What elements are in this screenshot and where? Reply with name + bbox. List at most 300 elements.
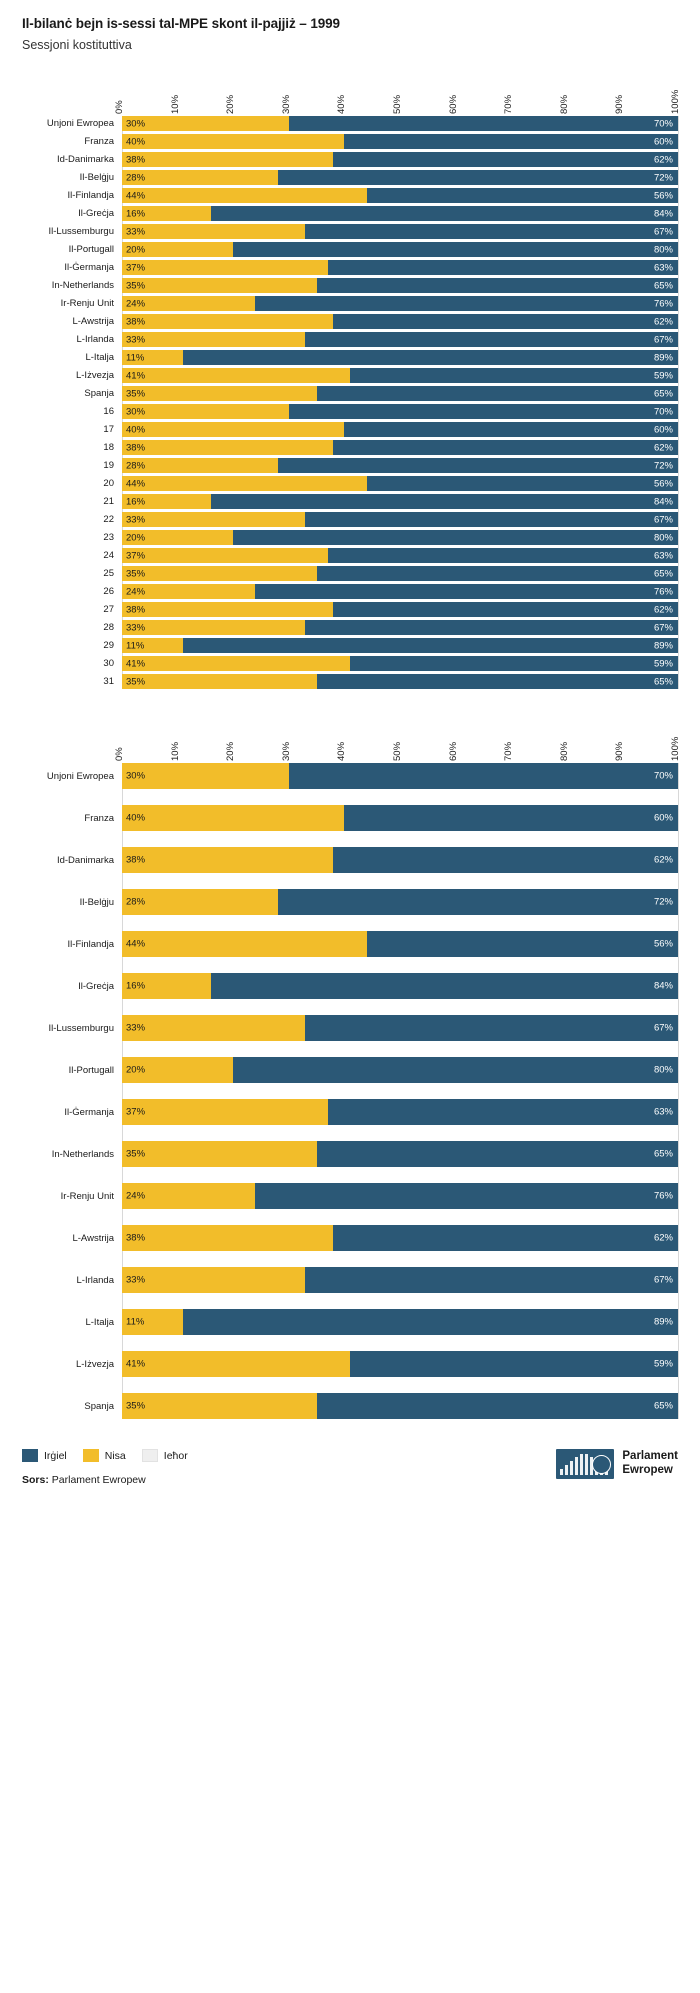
axis-bottom-tick-3: 30% bbox=[280, 741, 292, 761]
bar-value-men: 80% bbox=[653, 244, 673, 255]
chart-row bbox=[22, 134, 678, 149]
row-category-label: L-Awstrija bbox=[72, 1232, 114, 1244]
chart-row bbox=[22, 548, 678, 563]
bar-value-men: 89% bbox=[653, 640, 673, 651]
bar-segment-women bbox=[122, 805, 344, 831]
bar-value-men: 67% bbox=[653, 1274, 673, 1286]
bar-value-men: 70% bbox=[653, 770, 673, 782]
bar-value-men: 72% bbox=[653, 460, 673, 471]
brand-line-1: Parlament bbox=[622, 1450, 678, 1463]
row-category-label: 18 bbox=[103, 442, 114, 453]
chart-row bbox=[22, 656, 678, 671]
row-category-label: 17 bbox=[103, 424, 114, 435]
bar-segment-men bbox=[305, 1015, 678, 1041]
row-bar-area bbox=[122, 847, 678, 873]
bar-value-men: 65% bbox=[653, 388, 673, 399]
axis-bottom-tick-7: 70% bbox=[503, 741, 515, 761]
chart-row bbox=[22, 638, 678, 653]
bar-segment-women bbox=[122, 458, 278, 473]
row-bar-area bbox=[122, 170, 678, 185]
row-bar-area bbox=[122, 404, 678, 419]
chart-row bbox=[22, 458, 678, 473]
bar-segment-men bbox=[289, 116, 678, 131]
bar-value-men: 72% bbox=[653, 896, 673, 908]
row-bar-area bbox=[122, 1057, 678, 1083]
row-category-label: 21 bbox=[103, 496, 114, 507]
row-category-label: Il-Portugall bbox=[68, 1064, 114, 1076]
european-parliament-logo bbox=[556, 1449, 678, 1479]
bar-segment-men bbox=[255, 296, 678, 311]
chart-row bbox=[22, 1309, 678, 1335]
bar-value-men: 67% bbox=[653, 334, 673, 345]
stacked-bar bbox=[122, 1309, 678, 1335]
row-category-label: L-Awstrija bbox=[72, 316, 114, 327]
row-bar-area bbox=[122, 584, 678, 599]
parliament-mark-icon bbox=[556, 1449, 614, 1479]
row-bar-area bbox=[122, 458, 678, 473]
chart-row bbox=[22, 512, 678, 527]
stacked-bar bbox=[122, 1099, 678, 1125]
bar-segment-men bbox=[183, 350, 678, 365]
bar-segment-men bbox=[350, 368, 678, 383]
row-bar-area bbox=[122, 1099, 678, 1125]
bar-segment-women bbox=[122, 440, 333, 455]
row-category-label: Franza bbox=[84, 812, 114, 824]
chart-row bbox=[22, 260, 678, 275]
bar-segment-women bbox=[122, 931, 367, 957]
bar-value-men: 62% bbox=[653, 442, 673, 453]
bar-segment-women bbox=[122, 152, 333, 167]
bar-value-women: 11% bbox=[126, 640, 145, 651]
bar-value-women: 33% bbox=[126, 622, 146, 633]
stacked-bar bbox=[122, 620, 678, 635]
bar-value-women: 44% bbox=[126, 478, 146, 489]
bar-value-women: 37% bbox=[126, 550, 146, 561]
bar-value-women: 33% bbox=[126, 1274, 146, 1286]
stacked-bar bbox=[122, 332, 678, 347]
row-category-label: Il-Ġermanja bbox=[64, 262, 114, 273]
bar-value-women: 35% bbox=[126, 1400, 146, 1412]
bar-value-men: 60% bbox=[653, 812, 673, 824]
bar-value-women: 38% bbox=[126, 854, 146, 866]
brand-text bbox=[622, 1450, 678, 1478]
bar-value-women: 40% bbox=[126, 424, 146, 435]
row-category-label: Ir-Renju Unit bbox=[60, 1190, 114, 1202]
chart-row bbox=[22, 440, 678, 455]
row-category-label: 31 bbox=[103, 676, 114, 687]
row-bar-area bbox=[122, 494, 678, 509]
bar-value-men: 67% bbox=[653, 226, 673, 237]
chart-row bbox=[22, 1141, 678, 1167]
source-value: Parlament Ewropew bbox=[51, 1474, 146, 1486]
axis-top-tick-6: 60% bbox=[447, 94, 459, 114]
bar-value-men: 62% bbox=[653, 854, 673, 866]
stacked-bar bbox=[122, 548, 678, 563]
row-bar-area bbox=[122, 1393, 678, 1419]
row-bar-area bbox=[122, 674, 678, 689]
chart-row bbox=[22, 1351, 678, 1377]
bar-segment-men bbox=[350, 1351, 678, 1377]
row-category-label: Il-Belġju bbox=[79, 172, 114, 183]
stacked-bar bbox=[122, 931, 678, 957]
axis-top-tick-10: 100% bbox=[670, 89, 681, 114]
bar-value-men: 63% bbox=[653, 550, 673, 561]
axis-top-tick-8: 80% bbox=[558, 94, 570, 114]
row-category-label: Spanja bbox=[84, 1400, 114, 1412]
row-bar-area bbox=[122, 278, 678, 293]
chart-row bbox=[22, 386, 678, 401]
row-bar-area bbox=[122, 242, 678, 257]
row-bar-area bbox=[122, 1015, 678, 1041]
row-bar-area bbox=[122, 931, 678, 957]
row-category-label: Il-Lussemburgu bbox=[48, 226, 114, 237]
bar-value-men: 67% bbox=[653, 514, 673, 525]
row-bar-area bbox=[122, 889, 678, 915]
chart-row bbox=[22, 188, 678, 203]
bar-value-women: 30% bbox=[126, 770, 146, 782]
bar-value-women: 37% bbox=[126, 1106, 146, 1118]
row-category-label: L-Irlanda bbox=[76, 334, 114, 345]
chart-row bbox=[22, 1099, 678, 1125]
stacked-bar bbox=[122, 476, 678, 491]
bar-value-men: 65% bbox=[653, 1400, 673, 1412]
row-bar-area bbox=[122, 152, 678, 167]
row-bar-area bbox=[122, 314, 678, 329]
stacked-bar bbox=[122, 512, 678, 527]
bar-segment-women bbox=[122, 134, 344, 149]
bar-value-women: 30% bbox=[126, 406, 146, 417]
bar-value-men: 80% bbox=[653, 532, 673, 543]
bar-segment-women bbox=[122, 476, 367, 491]
bar-segment-men bbox=[278, 458, 678, 473]
bar-segment-women bbox=[122, 188, 367, 203]
stacked-bar bbox=[122, 296, 678, 311]
row-bar-area bbox=[122, 296, 678, 311]
legend-label-men: Irġiel bbox=[44, 1449, 67, 1462]
bar-value-women: 30% bbox=[126, 118, 146, 129]
bar-value-men: 60% bbox=[653, 136, 673, 147]
bar-segment-women bbox=[122, 386, 317, 401]
stacked-bar bbox=[122, 170, 678, 185]
chart-row bbox=[22, 296, 678, 311]
stacked-bar bbox=[122, 188, 678, 203]
bar-value-women: 24% bbox=[126, 298, 146, 309]
row-bar-area bbox=[122, 206, 678, 221]
bar-segment-men bbox=[317, 278, 678, 293]
stacked-bar bbox=[122, 763, 678, 789]
row-category-label: 24 bbox=[103, 550, 114, 561]
row-bar-area bbox=[122, 1309, 678, 1335]
row-bar-area bbox=[122, 476, 678, 491]
bar-segment-women bbox=[122, 116, 289, 131]
stacked-bar bbox=[122, 805, 678, 831]
bar-segment-women bbox=[122, 1015, 305, 1041]
row-bar-area bbox=[122, 805, 678, 831]
bar-value-women: 16% bbox=[126, 208, 146, 219]
stacked-bar bbox=[122, 440, 678, 455]
row-category-label: Il-Greċja bbox=[78, 980, 114, 992]
bar-value-women: 11% bbox=[126, 352, 145, 363]
chart-row bbox=[22, 152, 678, 167]
row-bar-area bbox=[122, 656, 678, 671]
bar-value-men: 65% bbox=[653, 1148, 673, 1160]
bar-segment-men bbox=[233, 530, 678, 545]
axis-bottom-tick-1: 10% bbox=[169, 741, 181, 761]
axis-bottom-tick-9: 90% bbox=[614, 741, 626, 761]
row-category-label: Il-Belġju bbox=[79, 896, 114, 908]
bar-value-women: 33% bbox=[126, 226, 146, 237]
footer-left bbox=[22, 1449, 188, 1486]
bar-segment-women bbox=[122, 566, 317, 581]
row-category-label: L-Iżvezja bbox=[75, 1358, 114, 1370]
row-category-label: L-Italja bbox=[85, 352, 114, 363]
row-category-label: Il-Lussemburgu bbox=[48, 1022, 114, 1034]
bar-value-men: 80% bbox=[653, 1064, 673, 1076]
bar-value-women: 35% bbox=[126, 568, 146, 579]
bar-segment-women bbox=[122, 656, 350, 671]
row-category-label: 25 bbox=[103, 568, 114, 579]
row-category-label: Id-Danimarka bbox=[56, 154, 114, 165]
chart-row bbox=[22, 602, 678, 617]
bar-segment-men bbox=[211, 973, 678, 999]
gridline bbox=[678, 763, 679, 1419]
stacked-bar bbox=[122, 494, 678, 509]
row-category-label: Il-Finlandja bbox=[67, 938, 114, 950]
bar-value-men: 59% bbox=[653, 1358, 673, 1370]
row-category-label: 30 bbox=[103, 658, 114, 669]
bar-value-men: 84% bbox=[653, 980, 673, 992]
bar-value-men: 63% bbox=[653, 262, 673, 273]
chart-row bbox=[22, 584, 678, 599]
bar-value-men: 56% bbox=[653, 938, 673, 950]
row-bar-area bbox=[122, 1183, 678, 1209]
bar-segment-women bbox=[122, 674, 317, 689]
chart-row bbox=[22, 206, 678, 221]
bar-segment-women bbox=[122, 512, 305, 527]
bar-value-women: 20% bbox=[126, 1064, 146, 1076]
bar-value-women: 41% bbox=[126, 370, 146, 381]
row-bar-area bbox=[122, 386, 678, 401]
bar-value-men: 59% bbox=[653, 370, 673, 381]
axis-top-tick-1: 10% bbox=[169, 94, 181, 114]
chart-rows-top bbox=[22, 116, 678, 689]
bar-value-men: 84% bbox=[653, 208, 673, 219]
bar-segment-men bbox=[305, 620, 678, 635]
row-category-label: 23 bbox=[103, 532, 114, 543]
axis-top-tick-7: 70% bbox=[503, 94, 515, 114]
row-bar-area bbox=[122, 602, 678, 617]
chart-constitutive-session-all-rows bbox=[22, 70, 681, 689]
row-category-label: Il-Greċja bbox=[78, 208, 114, 219]
bar-value-women: 16% bbox=[126, 980, 146, 992]
stacked-bar bbox=[122, 134, 678, 149]
gridline bbox=[678, 116, 679, 689]
bar-value-men: 65% bbox=[653, 676, 673, 687]
row-category-label: In-Netherlands bbox=[51, 1148, 114, 1160]
row-bar-area bbox=[122, 422, 678, 437]
bar-segment-women bbox=[122, 1225, 333, 1251]
stacked-bar bbox=[122, 116, 678, 131]
bar-value-women: 20% bbox=[126, 244, 146, 255]
row-category-label: 29 bbox=[103, 640, 114, 651]
bar-value-men: 62% bbox=[653, 1232, 673, 1244]
chart-row bbox=[22, 476, 678, 491]
chart-rows-bottom bbox=[22, 763, 678, 1419]
bar-segment-men bbox=[317, 566, 678, 581]
bar-segment-men bbox=[289, 404, 678, 419]
bar-segment-men bbox=[333, 152, 678, 167]
bar-segment-men bbox=[317, 674, 678, 689]
stacked-bar bbox=[122, 1225, 678, 1251]
row-bar-area bbox=[122, 548, 678, 563]
chart-row bbox=[22, 931, 678, 957]
row-bar-area bbox=[122, 1225, 678, 1251]
bar-segment-women bbox=[122, 1141, 317, 1167]
bar-value-men: 62% bbox=[653, 154, 673, 165]
row-category-label: 27 bbox=[103, 604, 114, 615]
row-category-label: 20 bbox=[103, 478, 114, 489]
bar-segment-men bbox=[328, 260, 678, 275]
bar-value-men: 62% bbox=[653, 316, 673, 327]
stacked-bar bbox=[122, 889, 678, 915]
bar-value-women: 40% bbox=[126, 136, 146, 147]
stacked-bar bbox=[122, 314, 678, 329]
bar-segment-men bbox=[233, 1057, 678, 1083]
bar-value-men: 89% bbox=[653, 352, 673, 363]
axis-top-tick-5: 50% bbox=[392, 94, 403, 114]
row-bar-area bbox=[122, 638, 678, 653]
chart-row bbox=[22, 1057, 678, 1083]
bar-value-women: 44% bbox=[126, 190, 146, 201]
axis-top-tick-4: 40% bbox=[336, 94, 348, 114]
legend-item-men bbox=[22, 1449, 67, 1462]
bar-segment-men bbox=[317, 1141, 678, 1167]
bar-value-men: 56% bbox=[653, 190, 673, 201]
page-title: Il-bilanċ bejn is-sessi tal-MPE skont il-pajjiż – 1999 bbox=[22, 16, 340, 31]
bar-segment-women bbox=[122, 368, 350, 383]
axis-bottom-tick-0: 0% bbox=[114, 747, 125, 761]
bar-segment-women bbox=[122, 170, 278, 185]
bar-segment-women bbox=[122, 422, 344, 437]
legend-label-women: Nisa bbox=[104, 1449, 126, 1462]
bar-segment-men bbox=[255, 1183, 678, 1209]
row-category-label: L-Italja bbox=[85, 1316, 114, 1328]
row-bar-area bbox=[122, 530, 678, 545]
legend-item-women bbox=[83, 1449, 126, 1462]
bar-value-men: 84% bbox=[653, 496, 673, 507]
chart-row bbox=[22, 530, 678, 545]
stacked-bar bbox=[122, 350, 678, 365]
bar-segment-men bbox=[333, 602, 678, 617]
bar-segment-men bbox=[344, 805, 678, 831]
chart-row bbox=[22, 494, 678, 509]
chart-row bbox=[22, 889, 678, 915]
stacked-bar bbox=[122, 1351, 678, 1377]
stacked-bar bbox=[122, 242, 678, 257]
row-category-label: Franza bbox=[84, 136, 114, 147]
row-category-label: Unjoni Ewropea bbox=[46, 118, 114, 129]
source-label: Sors: bbox=[22, 1474, 49, 1486]
stacked-bar bbox=[122, 530, 678, 545]
bar-value-men: 62% bbox=[653, 604, 673, 615]
footer bbox=[22, 1437, 678, 1486]
row-bar-area bbox=[122, 224, 678, 239]
stacked-bar bbox=[122, 674, 678, 689]
row-bar-area bbox=[122, 260, 678, 275]
legend-item-other bbox=[142, 1449, 188, 1462]
row-category-label: L-Irlanda bbox=[76, 1274, 114, 1286]
row-category-label: Il-Ġermanja bbox=[64, 1106, 114, 1118]
row-bar-area bbox=[122, 440, 678, 455]
stacked-bar bbox=[122, 1183, 678, 1209]
bar-segment-men bbox=[278, 889, 678, 915]
chart-row bbox=[22, 332, 678, 347]
bar-segment-men bbox=[367, 476, 678, 491]
bar-segment-men bbox=[255, 584, 678, 599]
legend-swatch-other-icon bbox=[142, 1449, 158, 1462]
chart-row bbox=[22, 314, 678, 329]
bar-segment-men bbox=[317, 386, 678, 401]
bar-value-women: 38% bbox=[126, 154, 146, 165]
bar-segment-women bbox=[122, 620, 305, 635]
bar-value-women: 38% bbox=[126, 442, 146, 453]
chart-row bbox=[22, 404, 678, 419]
chart-row bbox=[22, 350, 678, 365]
bar-value-men: 56% bbox=[653, 478, 673, 489]
bar-value-men: 70% bbox=[653, 406, 673, 417]
bar-segment-women bbox=[122, 763, 289, 789]
bar-segment-men bbox=[183, 638, 678, 653]
stacked-bar bbox=[122, 224, 678, 239]
bar-segment-men bbox=[367, 188, 678, 203]
stacked-bar bbox=[122, 1141, 678, 1167]
bar-segment-women bbox=[122, 847, 333, 873]
bar-segment-men bbox=[305, 332, 678, 347]
legend-swatch-men-icon bbox=[22, 1449, 38, 1462]
bar-value-men: 67% bbox=[653, 622, 673, 633]
chart-row bbox=[22, 674, 678, 689]
bar-value-men: 65% bbox=[653, 568, 673, 579]
bar-segment-women bbox=[122, 260, 328, 275]
row-category-label: 28 bbox=[103, 622, 114, 633]
bar-segment-women bbox=[122, 332, 305, 347]
bar-segment-men bbox=[183, 1309, 678, 1335]
bar-value-women: 11% bbox=[126, 1316, 145, 1328]
axis-top-tick-9: 90% bbox=[614, 94, 626, 114]
axis-bottom-tick-8: 80% bbox=[558, 741, 570, 761]
bar-segment-men bbox=[333, 314, 678, 329]
bar-value-men: 70% bbox=[653, 118, 673, 129]
chart-row bbox=[22, 1393, 678, 1419]
bar-segment-men bbox=[344, 422, 678, 437]
stacked-bar bbox=[122, 206, 678, 221]
legend-label-other: Ieħor bbox=[163, 1449, 188, 1462]
stacked-bar bbox=[122, 566, 678, 581]
row-category-label: In-Netherlands bbox=[51, 280, 114, 291]
axis-bottom-tick-6: 60% bbox=[447, 741, 459, 761]
row-category-label: 22 bbox=[103, 514, 114, 525]
bar-segment-women bbox=[122, 1099, 328, 1125]
stacked-bar bbox=[122, 1267, 678, 1293]
bar-value-men: 59% bbox=[653, 658, 673, 669]
axis-bottom-tick-2: 20% bbox=[225, 741, 237, 761]
bar-value-women: 16% bbox=[126, 496, 146, 507]
bar-value-women: 24% bbox=[126, 1190, 146, 1202]
stacked-bar bbox=[122, 458, 678, 473]
bar-value-men: 89% bbox=[653, 1316, 673, 1328]
bar-segment-women bbox=[122, 224, 305, 239]
row-bar-area bbox=[122, 763, 678, 789]
